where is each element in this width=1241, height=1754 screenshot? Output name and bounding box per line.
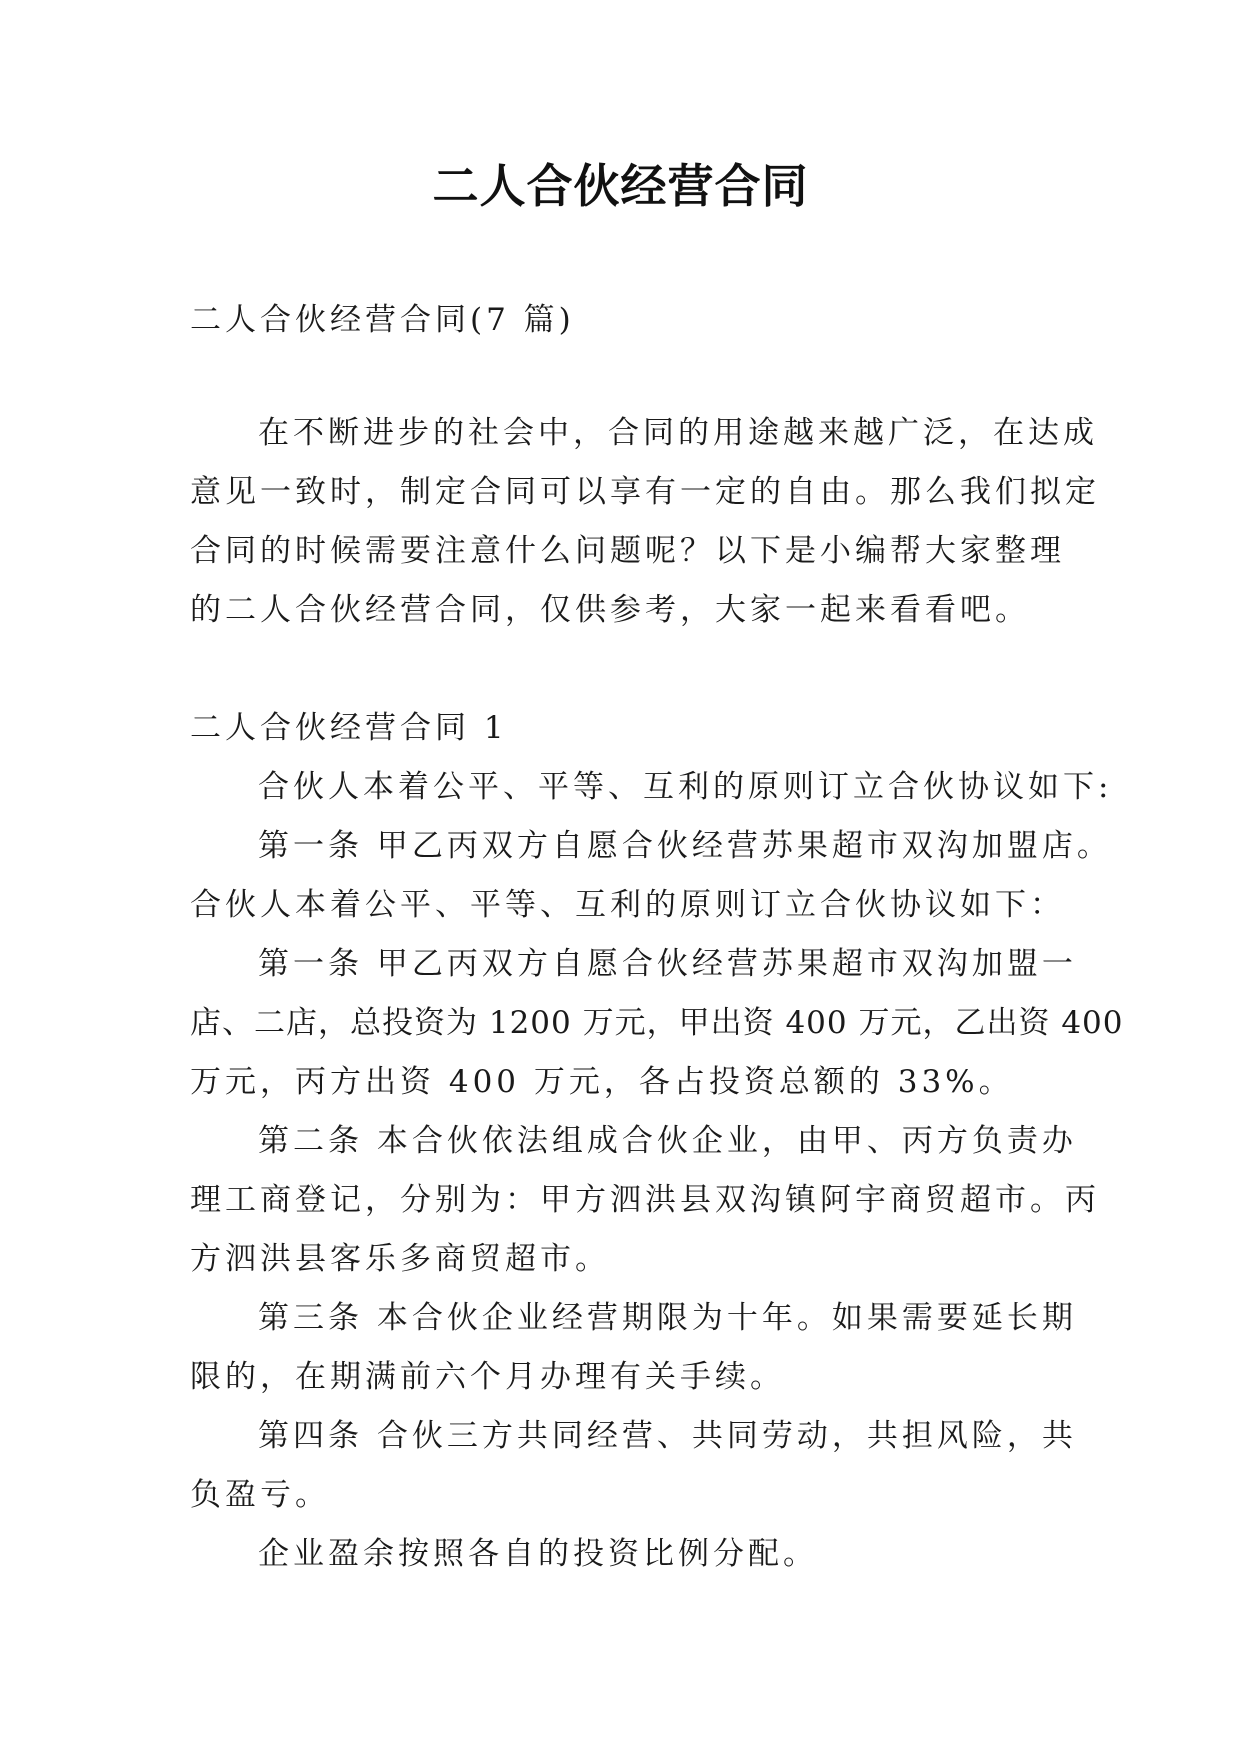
body-line-5: 店、二店，总投资为 1200 万元，甲出资 400 万元，乙出资 400: [190, 1005, 1124, 1041]
intro-line-4: 的二人合伙经营合同，仅供参考，大家一起来看看吧。: [190, 592, 1030, 628]
document-title: 二人合伙经营合同: [432, 159, 809, 213]
body-line-6: 万元，丙方出资 400 万元，各占投资总额的 33%。: [190, 1064, 1014, 1100]
document-subtitle: 二人合伙经营合同(7 篇): [190, 302, 575, 338]
body-line-10: 第三条 本合伙企业经营期限为十年。如果需要延长期: [258, 1300, 1077, 1336]
body-line-7: 第二条 本合伙依法组成合伙企业，由甲、丙方负责办: [258, 1123, 1077, 1159]
body-line-9: 方泗洪县客乐多商贸超市。: [190, 1241, 610, 1277]
body-line-11: 限的，在期满前六个月办理有关手续。: [190, 1359, 785, 1395]
body-line-4: 第一条 甲乙丙双方自愿合伙经营苏果超市双沟加盟一: [258, 946, 1077, 982]
body-line-8: 理工商登记，分别为：甲方泗洪县双沟镇阿宇商贸超市。丙: [190, 1182, 1100, 1218]
body-line-12: 第四条 合伙三方共同经营、共同劳动，共担风险，共: [258, 1418, 1077, 1454]
body-line-2: 第一条 甲乙丙双方自愿合伙经营苏果超市双沟加盟店。: [258, 828, 1112, 864]
intro-line-1: 在不断进步的社会中，合同的用途越来越广泛，在达成: [258, 415, 1098, 451]
body-line-1: 合伙人本着公平、平等、互利的原则订立合伙协议如下:: [258, 769, 1113, 805]
body-line-13: 负盈亏。: [190, 1477, 330, 1513]
section-heading: 二人合伙经营合同 1: [190, 710, 508, 746]
body-line-3: 合伙人本着公平、平等、互利的原则订立合伙协议如下：: [190, 887, 1065, 923]
intro-line-2: 意见一致时，制定合同可以享有一定的自由。那么我们拟定: [190, 474, 1100, 510]
body-line-14: 企业盈余按照各自的投资比例分配。: [258, 1536, 818, 1572]
intro-line-3: 合同的时候需要注意什么问题呢？以下是小编帮大家整理: [190, 533, 1065, 569]
